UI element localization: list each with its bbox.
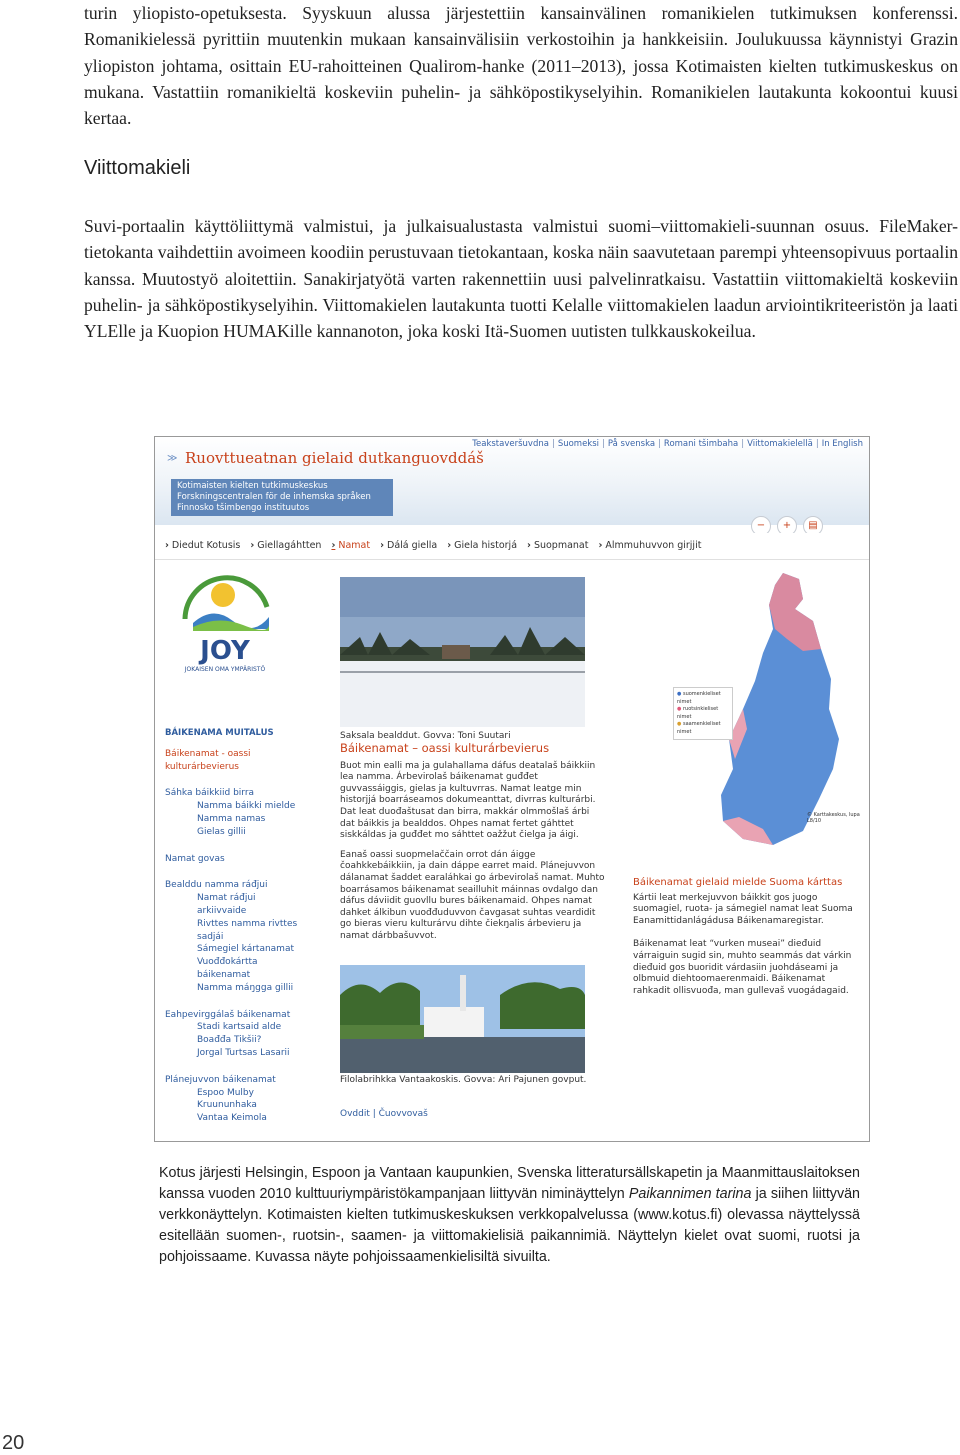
map-credit: © Karttakeskus, lupa L8/10: [807, 812, 860, 824]
page-links: Ovddit | Čuovvovaš: [340, 1109, 428, 1119]
print-icon[interactable]: ▤: [803, 516, 823, 536]
website-screenshot: [154, 436, 870, 1142]
separator: |: [741, 439, 745, 449]
nav-item-label: Suopmanat: [533, 540, 589, 551]
photo-caption: Filolabrihkka Vantaakoskis. Govva: Ari Pajunen govput.: [340, 1075, 587, 1085]
logo-icon: ≫: [167, 453, 177, 464]
sidebar-group: [165, 853, 325, 866]
sidebar-nav: [165, 727, 325, 1125]
separator: |: [602, 439, 605, 449]
sidebar-subitem[interactable]: Gielas gillii: [197, 826, 246, 837]
sidebar-subitem[interactable]: Vuođđokártta: [197, 957, 258, 968]
page-number: 20: [2, 1432, 25, 1454]
paragraph-text: Suvi-portaalin käyttöliittymä valmistui, ja julkaisualustasta valmistui suomi–viittomakieli-suunnan osuus. FileMaker-tietokanta vaihdettiin avoimeen koodiin perustuvaan tietokantaan, koska näin saavutetaan parempi yhteensopivuus portaalin kanssa. Muutostyö aloitettiin. Sanakirjatyötä varten rakennettiin uusi palvelinratkaisu. Vastattiin viittomakieltä koskeviin puhelin- ja sähköpostikyselyihin. Viittomakielen lautakunta tuotti Kelalle viittomakielen laadun arviointikriteeristön ja laati YLElle ja Kuopion HUMAKille kannanoton, joka koski Itä-Suomen uutisten tulkkauskokeilua.: [84, 216, 958, 342]
photo-caption: Saksala bealddut. Govva: Toni Suutari: [340, 731, 511, 741]
nav-item[interactable]: [527, 533, 588, 559]
subtitle-line: Finnosko tšimbengo instituutos: [177, 503, 310, 513]
sidebar-subitem[interactable]: Boađđa Tikšii?: [197, 1035, 262, 1046]
chevron-right-icon: ›: [380, 540, 385, 551]
nav-item-label: Almmuhuvvon girjjit: [605, 540, 702, 551]
next-link[interactable]: Čuovvovaš: [378, 1109, 428, 1119]
sidebar-subitem[interactable]: Vantaa Keimola: [197, 1113, 267, 1124]
article-paragraph: Eanaš oassi suopmelaččain orrot dán áigge čoahkkebáikkiin, ja dain dáppe earret maid. Plánejuvvon dálanamat šaddet earaláhkai go árbevirolaš namat. Muhto boarrásamos báikenamat seailluhit máinnas ovdalgo dan dáfus dáviidit guovllu bures báikenamaid. Ohpes namat dahket álkibun vuođđuduvvon čavgasat suhtas veardidit go bieras vieru kulturárvu dihte čiekŋalis árbevieru ja namat dárbbašuvvot.: [340, 849, 605, 941]
chevron-right-icon: ›: [250, 540, 255, 551]
body-paragraph-2: [84, 213, 958, 344]
sidebar-item[interactable]: Plánejuvvon báikenamat: [165, 1074, 276, 1085]
sidebar-group: [165, 879, 325, 994]
sidebar-subitem[interactable]: Namat ráđjui: [197, 893, 256, 904]
sidebar-subitem[interactable]: Stadi kartsaid alde: [197, 1022, 282, 1033]
language-link[interactable]: Romani tšimbaha: [663, 439, 739, 449]
nav-item[interactable]: [331, 533, 370, 559]
article-title: Báikenamat – oassi kulturárbevierus: [340, 741, 550, 755]
sidebar-item-current[interactable]: Báikenamat - oassi kulturárbevierus: [165, 748, 251, 772]
sidebar-subitem[interactable]: báikenamat: [197, 969, 251, 980]
sidebar-group: [165, 787, 325, 838]
sidebar-subitem[interactable]: Espoo Mulby: [197, 1087, 254, 1098]
nav-item[interactable]: [165, 533, 240, 559]
sidebar-heading: BÁIKENAMA MUITALUS: [165, 728, 274, 738]
article-paragraph: Buot min ealli ma ja gulahallama dáfus deatalaš báikkiin lea namma. Árbevirolaš báikenamat guđđet guvvassáiggis, gielas ja kultuvrras. Namat leatge min historjjá boarráseamos dokumeanttat, divrras kulturárbi. Dat leat duođaštusat dan birra, makkár olmmošlaš árbi dat báikkis ja bealddos. Ohpes namat fertet gáhttet siskkáldas ja guđđet mo sáhttet oažžut čielga ja áigi.: [340, 760, 596, 841]
paragraph-text: turin yliopisto-opetuksesta. Syyskuun alussa järjestettiin kansainvälinen romanikielen tutkimuksen konferenssi. Romanikielessä pyrittiin muutenkin mukaan kansainvälisiin verkostoihin ja hankkeisiin. Joulukuussa käynnistyi Grazin yliopiston johtama, osittain EU-rahoitteinen Qualirom-hanke (2011–2013), jossa Kotimaisten kielten tutkimuskeskus on mukana. Vastattiin romanikieltä koskeviin puhelin- ja sähköpostikyselyihin. Romanikielen lautakunta kokoontui kuusi kertaa.: [84, 3, 958, 129]
site-header: [155, 437, 869, 531]
chevron-right-icon: ›: [165, 540, 169, 551]
nav-item[interactable]: [598, 533, 701, 559]
map-legend: [673, 687, 733, 740]
caption-text: Kotus järjesti Helsingin, Espoon ja Vantaan kaupunkien, Svenska litteratursällskapetin ja Maanmittauslaitoksen kanssa vuoden 2010 kulttuuriympäristökampanjaan liittyvän niminäyttelyn: [159, 1165, 860, 1202]
language-link[interactable]: Suomeksi: [557, 439, 600, 449]
winter-photo: [340, 577, 585, 727]
chevron-right-icon: ›: [331, 540, 336, 551]
subtitle-line: Kotimaisten kielten tutkimuskeskus: [177, 481, 328, 491]
separator: |: [658, 439, 661, 449]
sidebar-subitem[interactable]: Kruununhaka: [197, 1100, 257, 1111]
sidebar-subitem[interactable]: Sámegiel kártanamat: [197, 944, 294, 955]
map-description: [633, 877, 861, 1009]
site-title: Ruovttueatnan gielaid dutkanguovddáš: [185, 449, 484, 467]
language-link[interactable]: Teakstaveršuvdna: [472, 439, 549, 449]
sidebar-subitem[interactable]: sadjái: [197, 931, 224, 942]
logo-subtext: JOKAISEN OMA YMPÄRISTÖ: [184, 666, 266, 673]
nav-item[interactable]: [380, 533, 437, 559]
nav-item-label: Namat: [338, 540, 371, 551]
sidebar-group: [165, 1074, 325, 1125]
language-link[interactable]: Viittomakielellä: [747, 439, 813, 449]
legend-item: ● ruotsinkieliset nimet: [677, 706, 719, 720]
map-title: Báikenamat gielaid mielde Suoma kárttas: [633, 877, 843, 888]
language-links: [472, 439, 863, 449]
sidebar-group: [165, 1009, 325, 1060]
body-paragraph-1: [84, 0, 958, 131]
caption-text: ja siihen liittyvän verkkonäyttelyn. Kotimaisten kielten tutkimuskeskuksen verkkopalvelussa (www.kotus.fi) olevassa näyttelyssä esitellään suomen-, ruotsin-, saamen- ja viittomakielisiä paikannimiä. Näyttelyn kielet ovat suomi, ruotsi ja pohjoissaame. Kuvassa näyte pohjoissaamenkielisiltä sivuilta.: [159, 1186, 861, 1265]
factory-photo: [340, 965, 585, 1073]
chevron-right-icon: ›: [447, 540, 452, 551]
main-nav: [155, 533, 869, 560]
previous-link[interactable]: Ovddit: [340, 1109, 370, 1119]
legend-item: ● suomenkieliset nimet: [677, 691, 721, 705]
nav-item-label: Giela historjá: [454, 540, 518, 551]
sidebar-item[interactable]: Sáhka báikkiid birra: [165, 788, 255, 799]
sidebar-subitem[interactable]: Jorgal Turtsas Lasarii: [197, 1047, 290, 1058]
separator: |: [551, 439, 555, 449]
sidebar-subitem[interactable]: Namma namas: [197, 813, 266, 824]
nav-item[interactable]: [447, 533, 517, 559]
sidebar-subitem[interactable]: Namma báikki mielde: [197, 801, 296, 812]
logo-text: JOY: [200, 636, 250, 666]
section-heading: Viittomakieli: [84, 157, 191, 179]
figure-caption: [159, 1163, 860, 1268]
zoom-out-icon[interactable]: −: [751, 516, 771, 536]
subtitle-line: Forskningscentralen för de inhemska språken: [177, 492, 371, 502]
site-subtitle: [171, 479, 393, 516]
sidebar-subitem[interactable]: Namma máŋgga gillii: [197, 982, 294, 993]
nav-item-label: Giellagáhtten: [257, 540, 322, 551]
joy-logo: [173, 567, 279, 677]
sidebar-item[interactable]: Bealddu namma ráđjui: [165, 880, 268, 891]
separator: |: [815, 439, 819, 449]
chevron-right-icon: ›: [527, 540, 531, 551]
legend-item: ● saamenkieliset nimet: [677, 721, 721, 735]
caption-italic: Paikannimen tarina: [628, 1186, 752, 1202]
map-paragraph: Báikenamat leat “vurken museai” dieđuid várraiguin sugid sin, muhto seammás dat várkin dieđuid gos buoridit várdasiin juohdáseami ja olbmuid diehtoomaerenmaidi. Báikenamat rahkadit ollisvuođa, man gullevaš vuogádagaid.: [633, 939, 852, 996]
nav-item[interactable]: [250, 533, 321, 559]
language-link[interactable]: På svenska: [607, 439, 656, 449]
map-paragraph: Kártii leat merkejuvvon báikkit gos juogo suomagiel, ruota- ja sámegiel namat leat Suoma Eanamittidanlágádusa Báikenamaregistar.: [633, 892, 853, 926]
sidebar-item[interactable]: Eahpevirggálaš báikenamat: [165, 1009, 291, 1020]
article: [340, 729, 605, 951]
zoom-in-icon[interactable]: +: [777, 516, 797, 536]
sidebar-subitem[interactable]: Rivttes namma rivttes: [197, 918, 298, 929]
nav-item-label: Dálá giella: [387, 540, 438, 551]
chevron-right-icon: ›: [598, 540, 603, 551]
sidebar-item[interactable]: Namat govas: [165, 853, 225, 864]
language-link[interactable]: In English: [821, 439, 863, 449]
nav-item-label: Diedut Kotusis: [171, 540, 241, 551]
sidebar-subitem[interactable]: arkiivvaide: [197, 905, 247, 916]
